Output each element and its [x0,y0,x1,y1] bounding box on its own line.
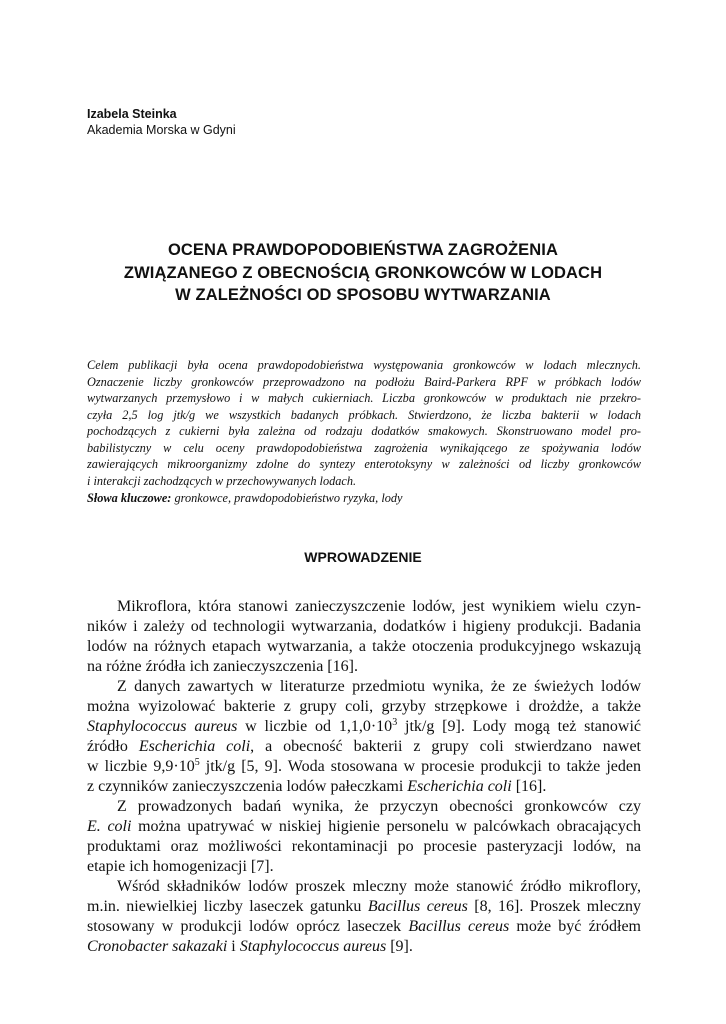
abstract [87,357,641,507]
body-line: ników i zależy od technologii wytwarzania, dodatków i higieny produkcji. Badania [87,618,641,635]
title-line: OCENA PRAWDOPODOBIEŃSTWA ZAGROŻENIA [167,241,559,259]
species-name: Bacillus cereus [408,918,510,935]
body-line: Staphylococcus aureus w liczbie od $1,1,0\cdot 10^3$ jtk/g [9]. Lody mogą też stanowić [87,717,642,735]
body-line: produktami oraz możliwości rekontaminacji po procesie pasteryzacji lodów, na [87,838,641,855]
title-line: W ZALEŻNOŚCI OD SPOSOBU WYTWARZANIA [175,286,551,304]
author-name: Izabela Steinka [87,107,177,121]
abstract-line: zawierających mikroorganizmy zdolne do syntezy enterotoksyny w zależności od liczby gronkowców [87,457,641,471]
body-text [87,597,641,957]
body-line: Z danych zawartych w literaturze przedmiotu wynika, że ze świeżych lodów [117,678,641,695]
body-line: Mikroflora, która stanowi zanieczyszczenie lodów, jest wynikiem wielu czyn- [117,598,641,615]
exponent: 5 [194,757,200,768]
body-line: Z prowadzonych badań wynika, że przyczyn obecności gronkowców czy [117,798,641,815]
species-name: E. coli [87,818,132,835]
body-line: E. coli można upatrywać w niskiej higienie personelu w palcówkach obracających [87,818,641,835]
abstract-line: wytwarzanych przemysłowo i w małych cukierniach. Liczba gronkowców w produktach nie przekro- [87,391,641,405]
abstract-line: Oznaczenie liczby gronkowców przeprowadzono na podłożu Baird-Parkera RPF w próbkach lodów [87,374,641,389]
body-line: etapie ich homogenizacji [7]. [87,858,274,875]
body-line: na różne źródła ich zanieczyszczenia [16]. [87,658,358,675]
body-line: w liczbie $9,9\cdot 10^5$ jtk/g [5, 9]. Woda stosowana w procesie produkcji to także jeden [87,757,641,775]
abstract-line: Celem publikacji była ocena prawdopodobieństwa występowania gronkowców w lodach mlecznych. [87,358,641,372]
abstract-line: pochodzących z cukierni była zależna od rodzaju dodatków smakowych. Skonstruowano model pro- [87,424,641,438]
species-name: Staphylococcus aureus [87,718,238,735]
body-line: Cronobacter sakazaki i Staphylococcus aureus [9]. [87,938,413,955]
body-line: można wyizolować bakterie z grupy coli, grzyby strzępkowe i drożdże, a także [87,698,641,715]
abstract-line: i interakcji zachodzących w przechowywanych lodach. [87,473,357,488]
keywords [87,490,641,507]
paper-title [60,239,666,307]
species-name: Bacillus cereus [367,898,468,915]
title-line: ZWIĄZANEGO Z OBECNOŚCIĄ GRONKOWCÓW W LODACH [123,263,603,282]
author-affiliation: Akademia Morska w Gdyni [87,123,236,137]
abstract-line: babilistyczny w celu oceny prawdopodobieństwa zagrożenia wynikającego ze spożywania lodów [87,440,641,455]
exponent: 3 [392,717,398,728]
species-name: Escherichia coli [138,738,251,755]
abstract-line: czyła 2,5 log jtk/g we wszystkich badanych próbkach. Stwierdzono, że liczba bakterii w lodach [87,407,641,422]
keywords-label: Słowa kluczowe: [87,491,172,505]
body-line: m.in. niewielkiej liczby laseczek gatunku Bacillus cereus [8, 16]. Proszek mleczny [87,898,641,915]
body-line: Wśród składników lodów proszek mleczny może stanowić źródło mikroflory, [117,878,641,895]
body-line: stosowany w produkcji lodów oprócz laseczek Bacillus cereus może być źródłem [87,918,641,935]
section-heading: WPROWADZENIE [304,549,422,565]
author-block [87,106,236,138]
body-line: źródło Escherichia coli, a obecność bakterii z grupy coli stwierdzano nawet [87,738,641,755]
body-line: lodów na różnych etapach wytwarzania, a także otoczenia produkcyjnego wskazują [87,638,641,655]
keywords-text: gronkowce, prawdopodobieństwo ryzyka, lody [171,491,403,505]
species-name: Cronobacter sakazaki [87,938,228,955]
species-name: Escherichia coli [407,778,512,795]
body-line: z czynników zanieczyszczenia lodów pałeczkami Escherichia coli [16]. [87,778,547,795]
species-name: Staphylococcus aureus [239,938,387,955]
